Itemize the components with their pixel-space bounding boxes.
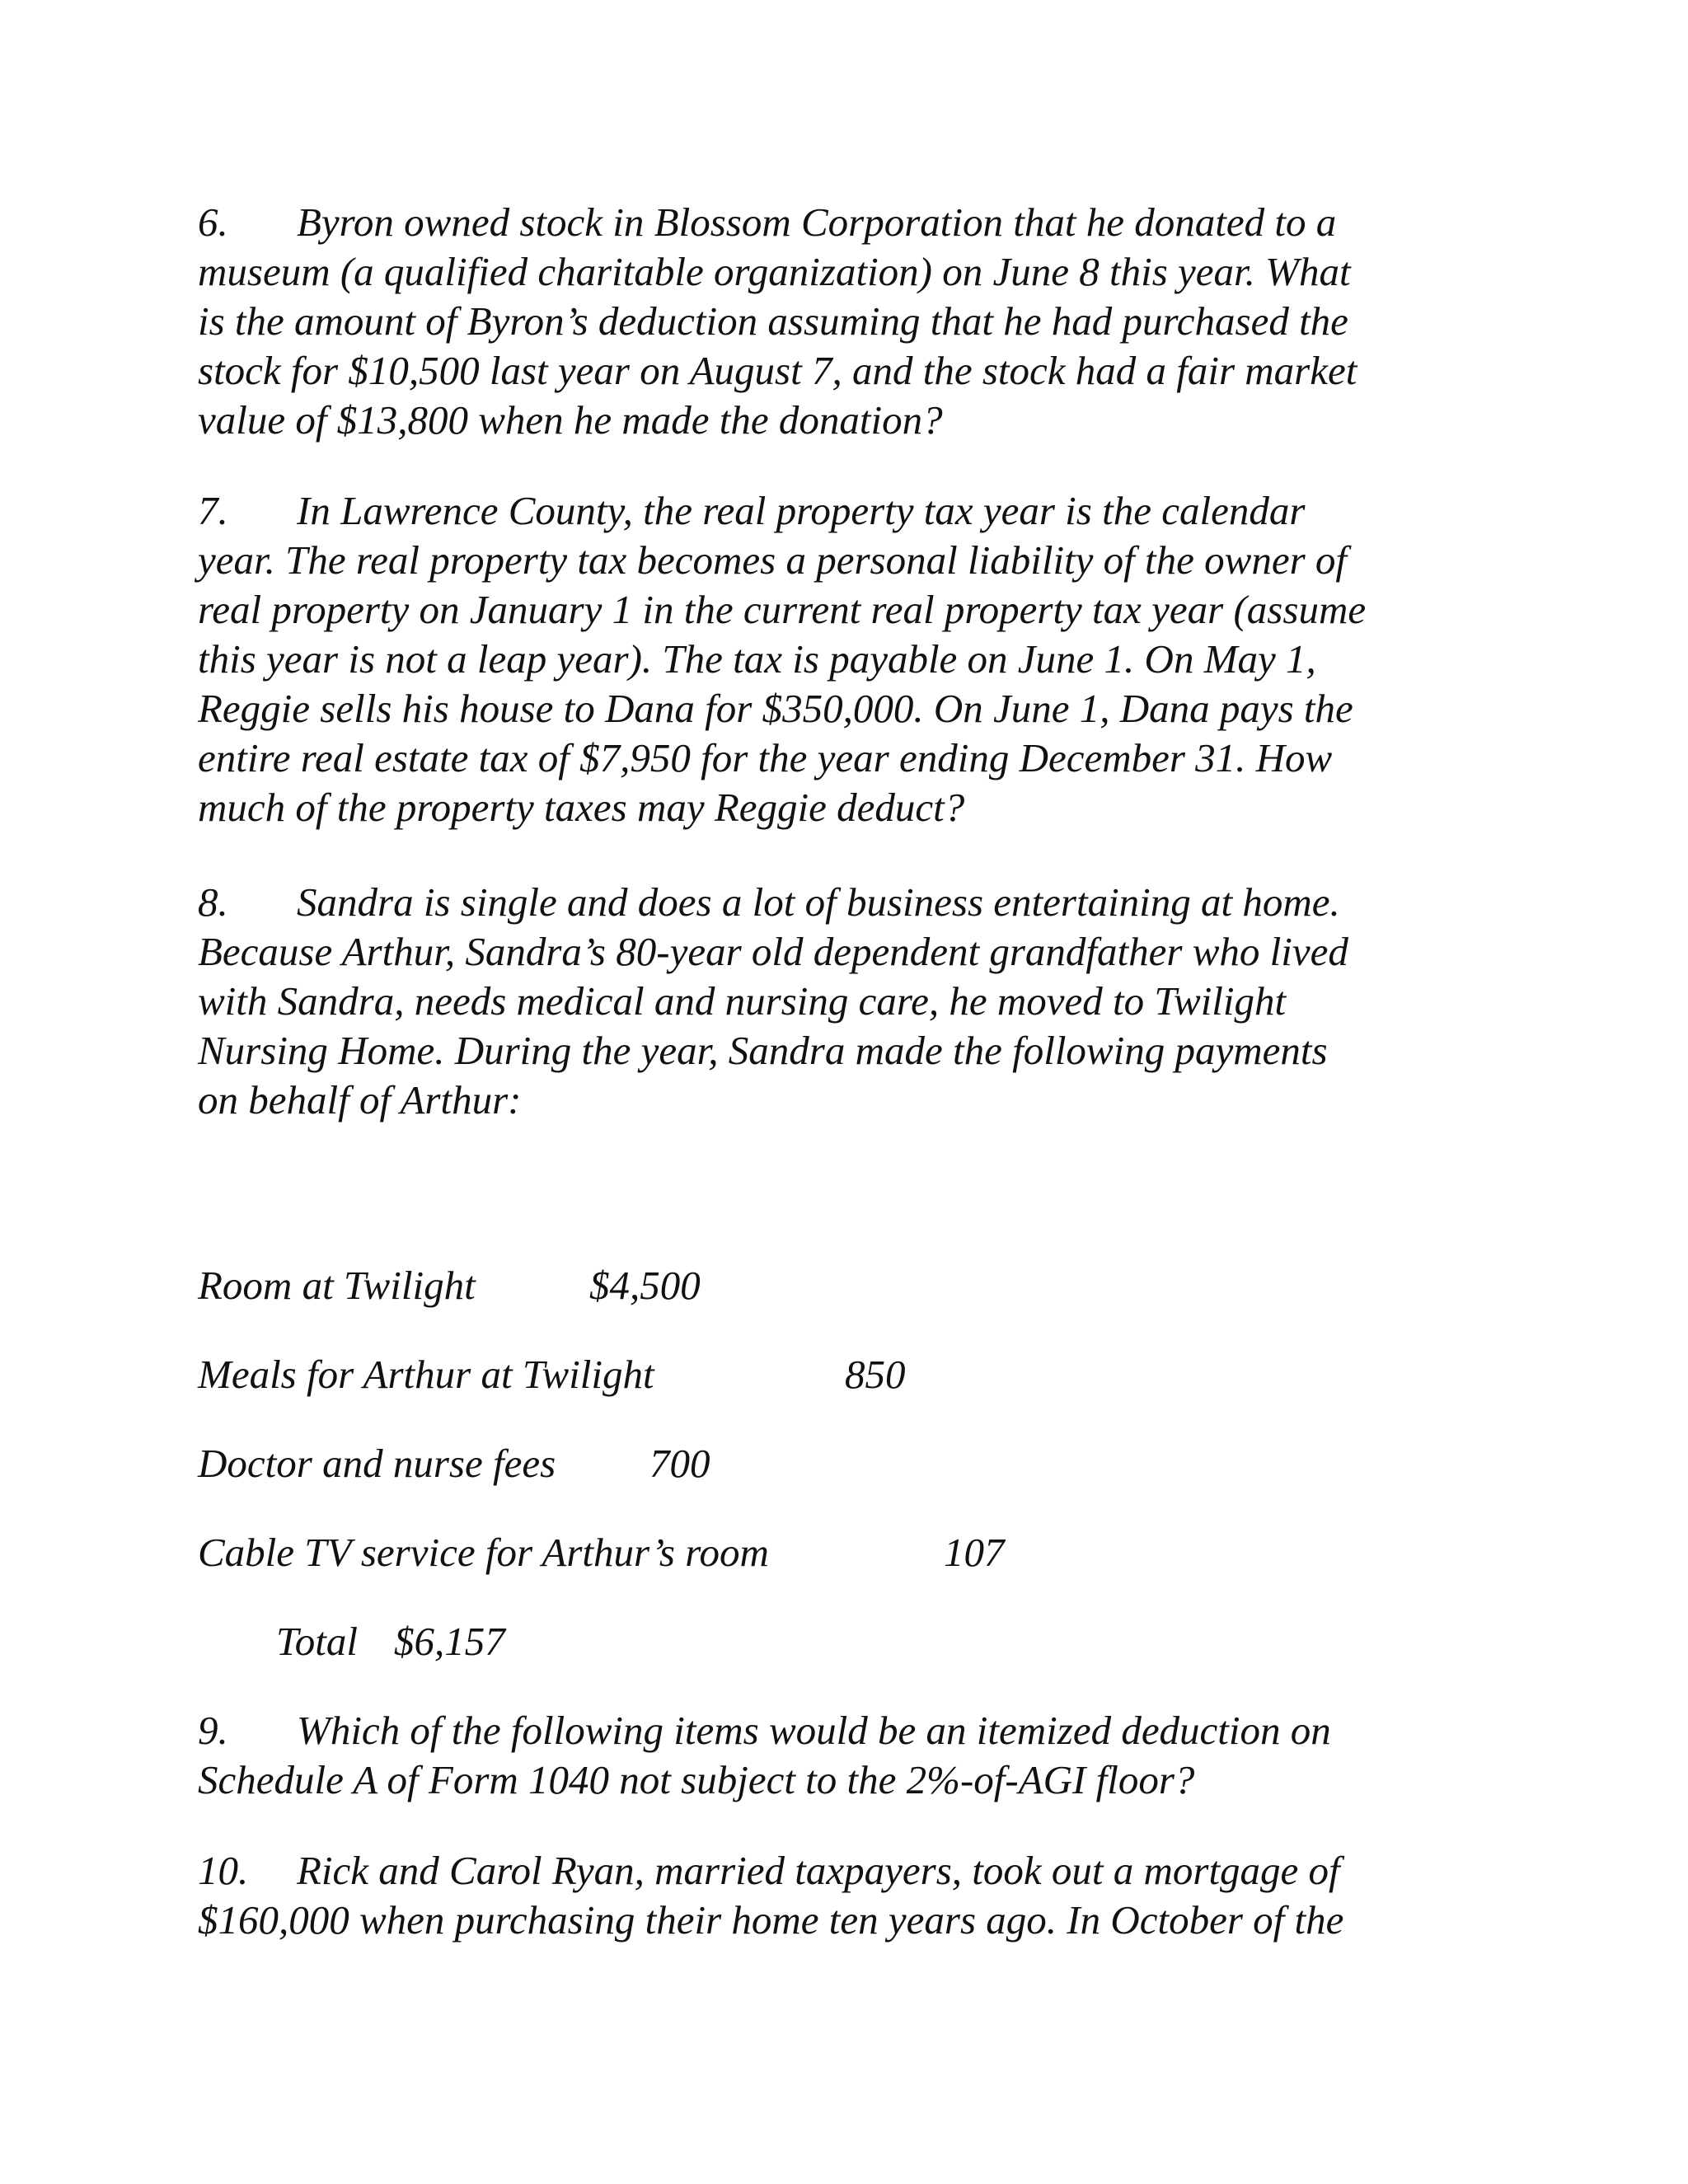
question-10	[198, 1846, 1500, 1945]
payment-amount: 700	[649, 1441, 710, 1486]
payment-row	[198, 1439, 857, 1488]
question-line: value of $13,800 when he made the donation?	[198, 397, 943, 443]
question-number: 8.	[198, 879, 228, 925]
question-line: year. The real property tax becomes a personal liability of the owner of	[198, 537, 1348, 583]
question-6	[198, 198, 1500, 445]
question-8	[198, 878, 1500, 1125]
payment-row	[198, 1350, 940, 1399]
question-line: this year is not a leap year). The tax is payable on June 1. On May 1,	[198, 636, 1316, 682]
question-line: Schedule A of Form 1040 not subject to the 2%-of-AGI floor?	[198, 1757, 1195, 1802]
question-line	[198, 1846, 1500, 1896]
payment-label: Meals for Arthur at Twilight	[198, 1352, 654, 1397]
payment-label: Doctor and nurse fees	[198, 1441, 556, 1486]
question-number: 7.	[198, 488, 228, 533]
question-text: Which of the following items would be an itemized deduction on	[297, 1708, 1331, 1753]
question-line: Because Arthur, Sandra’s 80-year old dependent grandfather who lived	[198, 929, 1348, 974]
question-line: museum (a qualified charitable organization) on June 8 this year. What	[198, 249, 1351, 294]
question-number: 6.	[198, 199, 228, 245]
payment-row	[198, 1261, 857, 1310]
total-label: Total	[276, 1619, 358, 1664]
payment-row	[198, 1528, 1022, 1577]
payment-amount: 850	[845, 1352, 906, 1397]
total-amount: $6,157	[394, 1619, 505, 1664]
question-text: In Lawrence County, the real property tax year is the calendar	[297, 488, 1306, 533]
question-line	[198, 878, 1500, 927]
question-line: Reggie sells his house to Dana for $350,000. On June 1, Dana pays the	[198, 686, 1353, 731]
payment-amount: 107	[944, 1530, 1005, 1575]
question-number: 9.	[198, 1708, 228, 1753]
question-line: with Sandra, needs medical and nursing care, he moved to Twilight	[198, 978, 1287, 1024]
question-line: much of the property taxes may Reggie deduct?	[198, 785, 965, 830]
question-text: Sandra is single and does a lot of business entertaining at home.	[297, 879, 1340, 925]
question-9	[198, 1706, 1500, 1805]
question-line: entire real estate tax of $7,950 for the year ending December 31. How	[198, 735, 1333, 780]
question-text: Rick and Carol Ryan, married taxpayers, took out a mortgage of	[297, 1848, 1340, 1893]
question-line	[198, 486, 1500, 536]
question-line: Nursing Home. During the year, Sandra made the following payments	[198, 1028, 1328, 1073]
question-line	[198, 198, 1500, 247]
question-number: 10.	[198, 1848, 249, 1893]
question-line: $160,000 when purchasing their home ten years ago. In October of the	[198, 1897, 1344, 1943]
question-7	[198, 486, 1500, 832]
question-line: stock for $10,500 last year on August 7, and the stock had a fair market	[198, 348, 1357, 393]
question-text: Byron owned stock in Blossom Corporation that he donated to a	[297, 199, 1337, 245]
payment-total-row	[276, 1617, 771, 1666]
question-line	[198, 1706, 1500, 1755]
payment-label: Room at Twilight	[198, 1263, 476, 1308]
payment-amount: $4,500	[589, 1263, 701, 1308]
payment-label: Cable TV service for Arthur’s room	[198, 1530, 769, 1575]
question-line: real property on January 1 in the current real property tax year (assume	[198, 587, 1367, 632]
question-line: on behalf of Arthur:	[198, 1077, 522, 1122]
question-line: is the amount of Byron’s deduction assuming that he had purchased the	[198, 298, 1348, 344]
